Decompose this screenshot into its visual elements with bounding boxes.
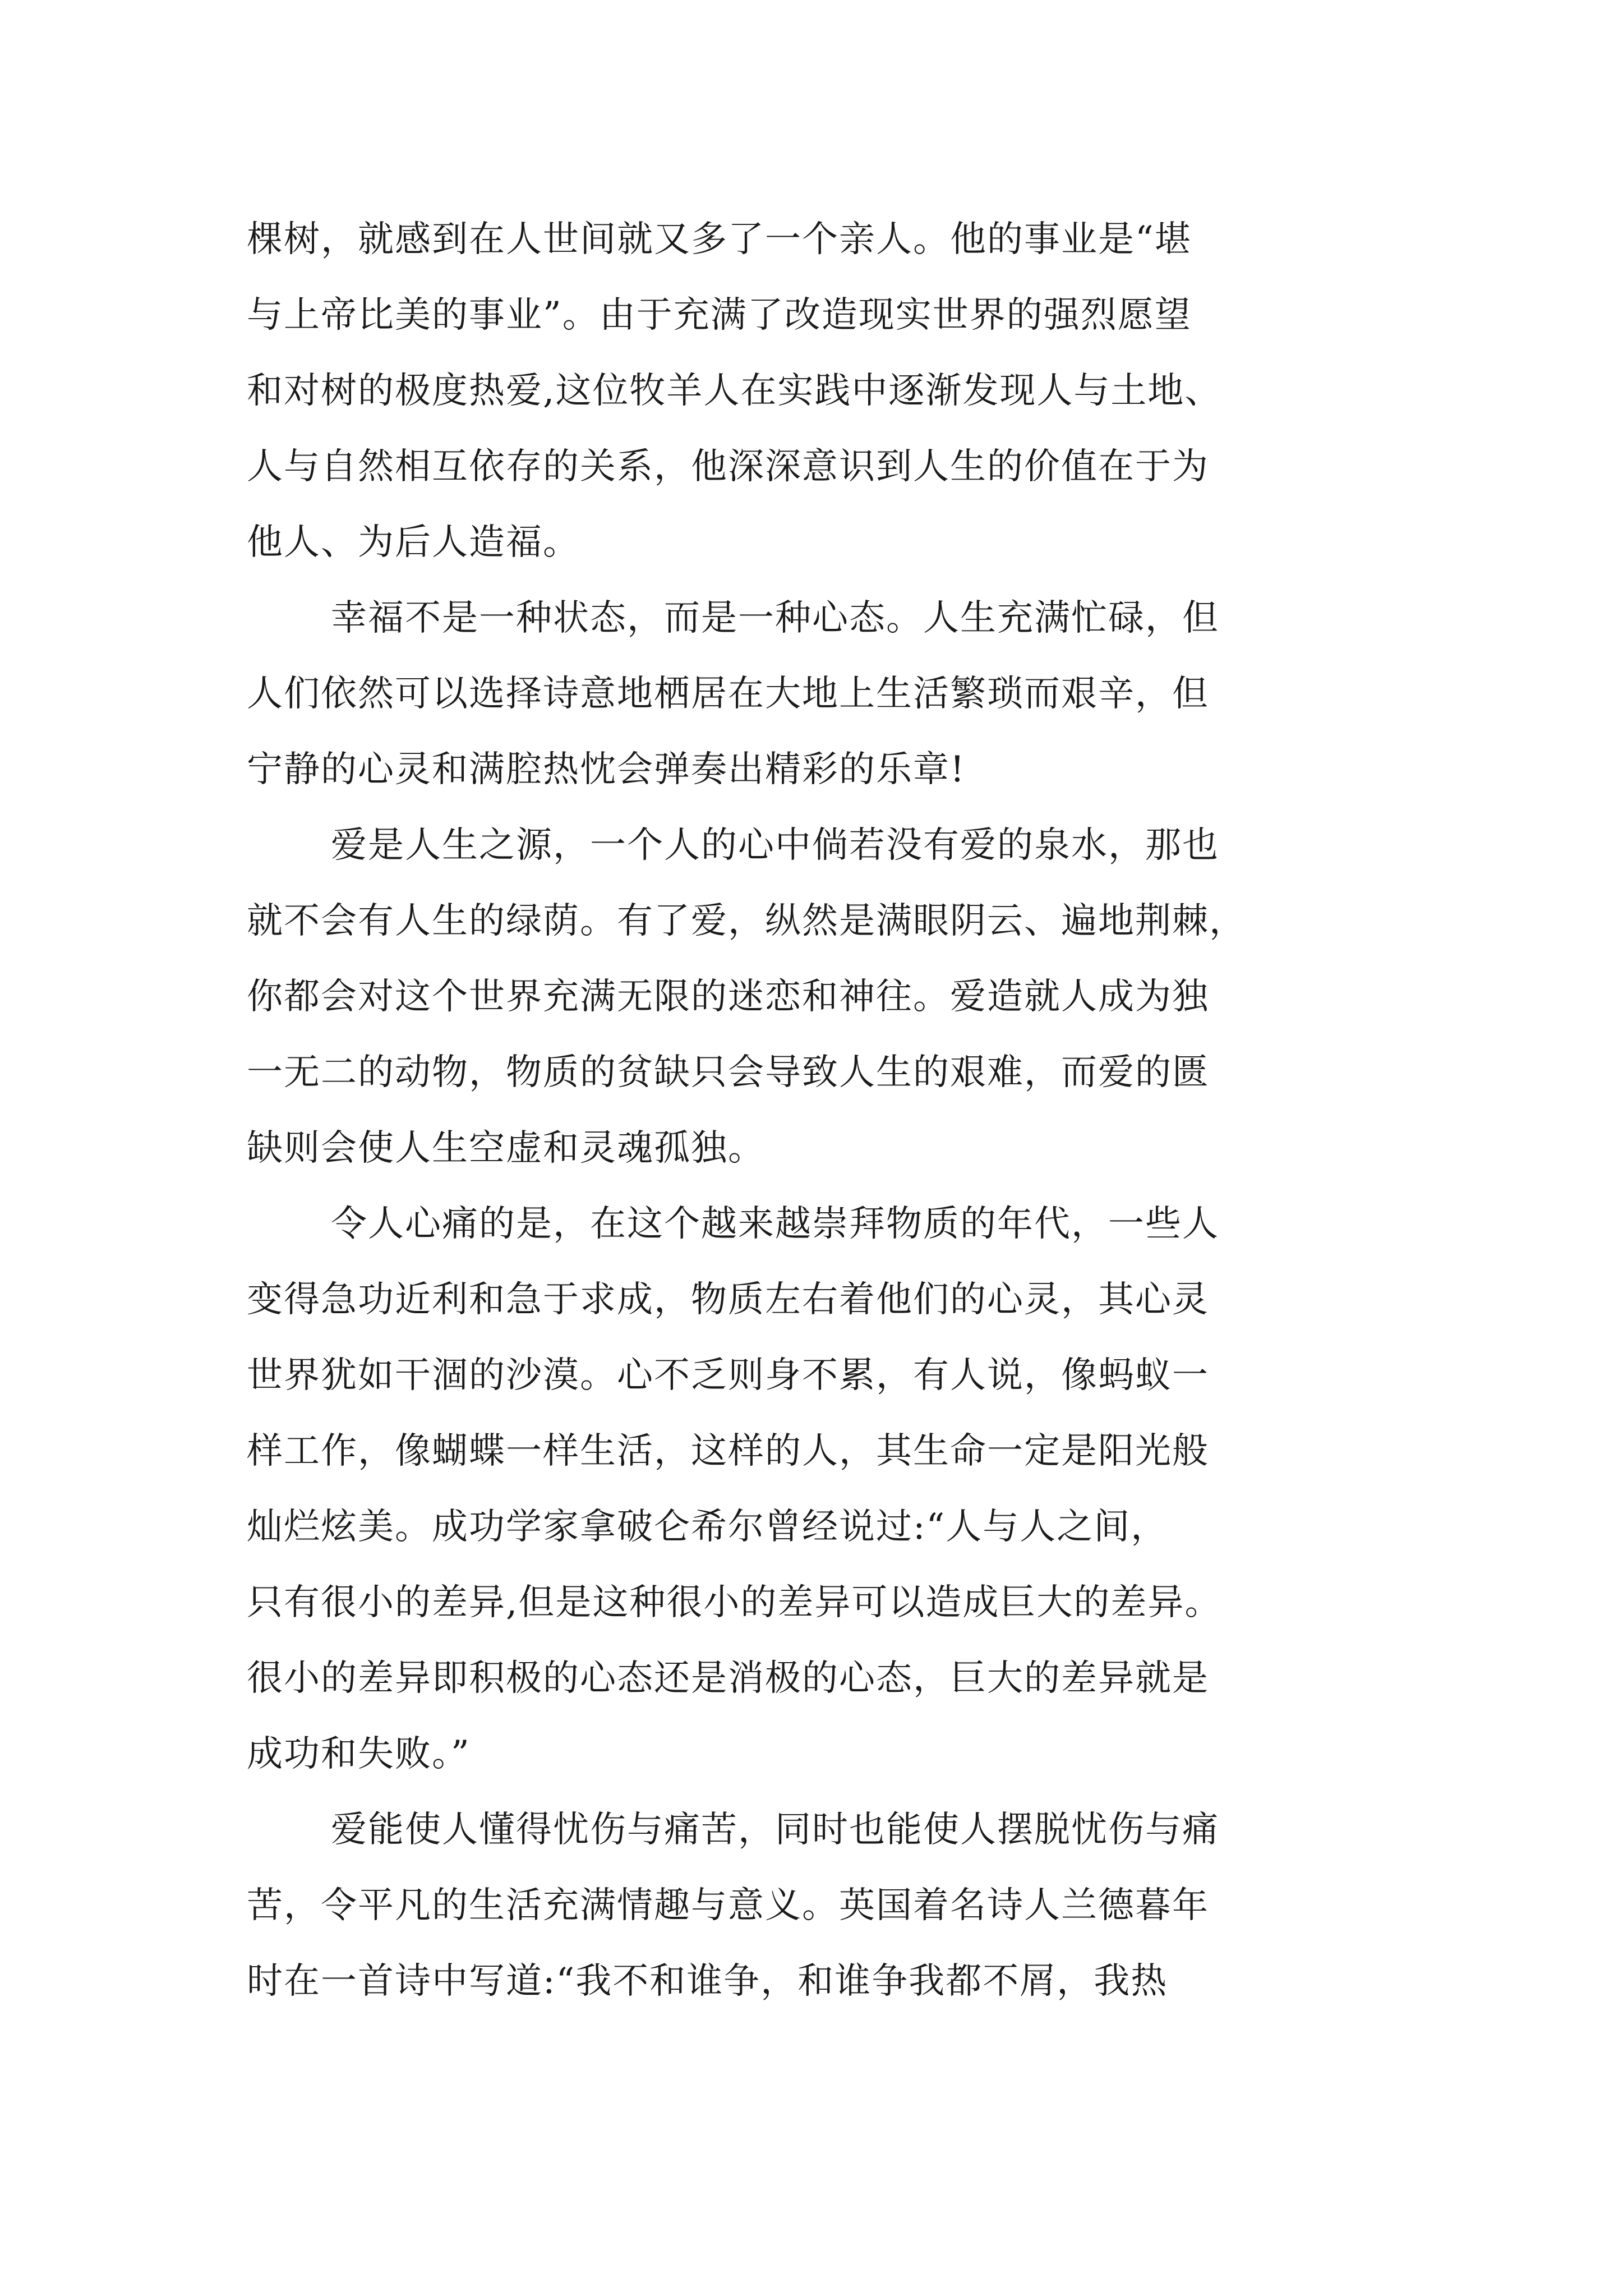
text-line: 宁静的心灵和满腔热忱会弹奏出精彩的乐章! xyxy=(247,749,966,790)
text-line: 缺则会使人生空虚和灵魂孤独。 xyxy=(247,1128,765,1169)
text-line: 和对树的极度热爱,这位牧羊人在实践中逐渐发现人与土地、 xyxy=(247,370,1222,412)
text-line: 成功和失败。” xyxy=(247,1733,471,1775)
text-line: 人们依然可以选择诗意地栖居在大地上生活繁琐而艰辛，但 xyxy=(247,673,1209,715)
text-line: 只有很小的差异,但是这种很小的差异可以造成巨大的差异。 xyxy=(247,1582,1222,1623)
text-line: 很小的差异即积极的心态还是消极的心态，巨大的差异就是 xyxy=(247,1658,1209,1699)
text-line: 爱是人生之源，一个人的心中倘若没有爱的泉水，那也 xyxy=(331,825,1219,866)
text-line: 爱能使人懂得忧伤与痛苦，同时也能使人摆脱忧伤与痛 xyxy=(331,1809,1219,1851)
text-line: 棵树，就感到在人世间就又多了一个亲人。他的事业是“堪 xyxy=(247,219,1192,260)
text-line: 灿烂炫美。成功学家拿破仑希尔曾经说过:“人与人之间， xyxy=(247,1506,1168,1548)
text-line: 人与自然相互依存的关系，他深深意识到人生的价值在于为 xyxy=(247,446,1209,487)
text-line: 时在一首诗中写道:“我不和谁争，和谁争我都不屑，我热 xyxy=(247,1961,1168,2002)
text-line: 苦，令平凡的生活充满情趣与意义。英国着名诗人兰德暮年 xyxy=(247,1885,1209,1926)
text-line: 世界犹如干涸的沙漠。心不乏则身不累，有人说，像蚂蚁一 xyxy=(247,1355,1209,1396)
text-line: 就不会有人生的绿荫。有了爱，纵然是满眼阴云、遍地荆棘， xyxy=(247,900,1246,942)
text-line: 样工作，像蝴蝶一样生活，这样的人，其生命一定是阳光般 xyxy=(247,1430,1209,1472)
text-line: 幸福不是一种状态，而是一种心态。人生充满忙碌，但 xyxy=(331,597,1219,639)
text-line: 你都会对这个世界充满无限的迷恋和神往。爱造就人成为独 xyxy=(247,976,1209,1018)
text-line: 与上帝比美的事业”。由于充满了改造现实世界的强烈愿望 xyxy=(247,295,1192,336)
text-line: 令人心痛的是，在这个越来越崇拜物质的年代，一些人 xyxy=(331,1203,1219,1245)
text-line: 他人、为后人造福。 xyxy=(247,522,580,563)
text-line: 变得急功近利和急于求成，物质左右着他们的心灵，其心灵 xyxy=(247,1279,1209,1320)
text-line: 一无二的动物，物质的贫缺只会导致人生的艰难，而爱的匮 xyxy=(247,1052,1209,1093)
